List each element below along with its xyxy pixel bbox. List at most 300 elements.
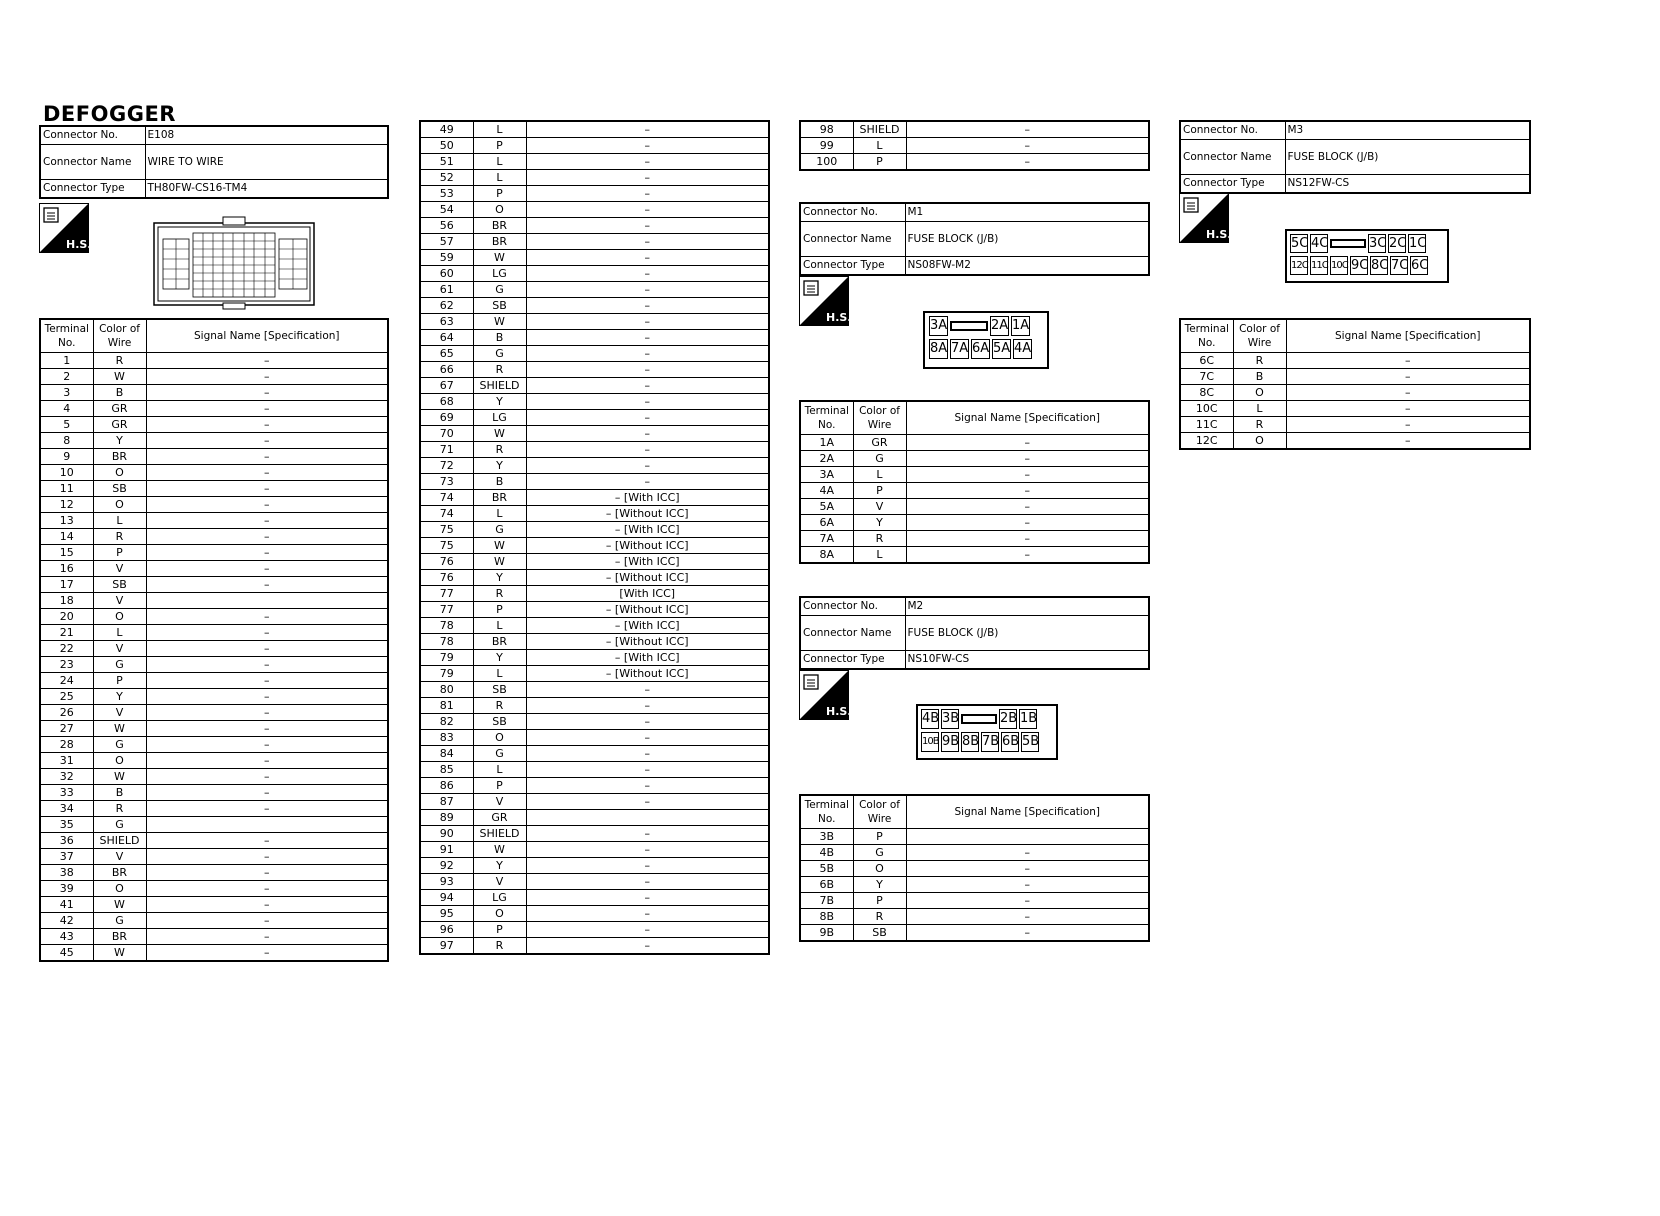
connector-info-m1 bbox=[799, 202, 1150, 276]
terminal-no-cell: 80 bbox=[420, 682, 473, 698]
wire-color-cell: GR bbox=[93, 417, 146, 433]
signal-name-cell: – bbox=[526, 442, 769, 458]
color-of-wire-header: Color of Wire bbox=[853, 795, 906, 829]
connector-face-m1 bbox=[923, 311, 1049, 369]
terminal-no-cell: 6B bbox=[800, 877, 853, 893]
table-row bbox=[420, 394, 769, 410]
connector-no-label: Connector No. bbox=[40, 126, 145, 145]
terminal-no-cell: 39 bbox=[40, 881, 93, 897]
wire-color-cell: Y bbox=[473, 458, 526, 474]
terminal-no-cell: 71 bbox=[420, 442, 473, 458]
wire-color-cell: O bbox=[93, 465, 146, 481]
table-row bbox=[40, 801, 388, 817]
table-row bbox=[420, 746, 769, 762]
wire-color-cell: R bbox=[93, 529, 146, 545]
table-row bbox=[420, 298, 769, 314]
signal-name-cell: – bbox=[526, 682, 769, 698]
signal-name-cell bbox=[906, 829, 1149, 845]
wire-color-cell: P bbox=[853, 154, 906, 171]
wire-color-cell: L bbox=[473, 170, 526, 186]
signal-name-cell: – bbox=[146, 929, 388, 945]
terminal-no-cell: 22 bbox=[40, 641, 93, 657]
terminal-no-cell: 75 bbox=[420, 522, 473, 538]
table-row bbox=[420, 314, 769, 330]
connector-pin: 5A bbox=[992, 339, 1011, 359]
wire-color-cell: W bbox=[93, 721, 146, 737]
signal-name-cell: – bbox=[146, 449, 388, 465]
table-row bbox=[40, 385, 388, 401]
signal-name-cell: – bbox=[526, 778, 769, 794]
terminal-no-cell: 16 bbox=[40, 561, 93, 577]
terminal-no-cell: 54 bbox=[420, 202, 473, 218]
table-row bbox=[420, 714, 769, 730]
table-row bbox=[420, 826, 769, 842]
signal-name-cell: – bbox=[146, 801, 388, 817]
table-row bbox=[420, 426, 769, 442]
wire-color-cell: Y bbox=[853, 877, 906, 893]
table-row bbox=[800, 829, 1149, 845]
signal-name-cell: – bbox=[526, 170, 769, 186]
table-row bbox=[40, 417, 388, 433]
table-row bbox=[1180, 433, 1530, 450]
table-row bbox=[800, 893, 1149, 909]
connector-pin: 9B bbox=[941, 732, 959, 752]
signal-name-cell: – bbox=[146, 625, 388, 641]
table-row bbox=[800, 925, 1149, 942]
table-row bbox=[800, 121, 1149, 138]
terminal-no-header: Terminal No. bbox=[800, 401, 853, 435]
connector-type-value: NS08FW-M2 bbox=[905, 257, 1149, 276]
wire-color-cell: B bbox=[93, 385, 146, 401]
connector-type-value: NS12FW-CS bbox=[1285, 175, 1530, 194]
table-row bbox=[40, 545, 388, 561]
table-row bbox=[420, 794, 769, 810]
terminal-no-cell: 97 bbox=[420, 938, 473, 955]
table-row bbox=[800, 138, 1149, 154]
wire-color-cell: SB bbox=[93, 481, 146, 497]
table-row bbox=[40, 577, 388, 593]
harness-side-icon bbox=[799, 670, 852, 720]
table-row bbox=[420, 490, 769, 506]
connector-pin: 11C bbox=[1310, 256, 1328, 275]
terminal-no-cell: 38 bbox=[40, 865, 93, 881]
table-row bbox=[420, 282, 769, 298]
wire-color-cell: W bbox=[93, 369, 146, 385]
terminal-no-cell: 24 bbox=[40, 673, 93, 689]
terminal-no-cell: 11 bbox=[40, 481, 93, 497]
table-row bbox=[420, 538, 769, 554]
signal-name-cell: – bbox=[526, 218, 769, 234]
wire-color-cell: BR bbox=[93, 929, 146, 945]
signal-name-cell: – bbox=[526, 394, 769, 410]
table-row bbox=[40, 481, 388, 497]
wire-color-cell: GR bbox=[473, 810, 526, 826]
terminal-no-cell: 81 bbox=[420, 698, 473, 714]
signal-name-cell: – bbox=[526, 298, 769, 314]
terminal-no-cell: 50 bbox=[420, 138, 473, 154]
table-row bbox=[420, 410, 769, 426]
table-row bbox=[800, 861, 1149, 877]
wire-color-cell: W bbox=[473, 314, 526, 330]
terminal-no-cell: 20 bbox=[40, 609, 93, 625]
hs-label: H.S. bbox=[66, 238, 92, 251]
connector-pin: 6C bbox=[1411, 258, 1429, 273]
table-row bbox=[420, 922, 769, 938]
table-row bbox=[40, 641, 388, 657]
wire-color-cell: Y bbox=[853, 515, 906, 531]
signal-name-cell: – bbox=[146, 481, 388, 497]
wire-color-cell: Y bbox=[473, 650, 526, 666]
table-row bbox=[420, 506, 769, 522]
signal-name-cell: – bbox=[1286, 369, 1530, 385]
table-row bbox=[40, 705, 388, 721]
signal-name-cell: – bbox=[146, 705, 388, 721]
terminal-no-cell: 12 bbox=[40, 497, 93, 513]
table-row bbox=[40, 865, 388, 881]
wire-color-cell: P bbox=[93, 545, 146, 561]
signal-name-cell: – bbox=[146, 529, 388, 545]
terminal-table-e108 bbox=[39, 318, 389, 962]
terminal-no-cell: 13 bbox=[40, 513, 93, 529]
table-row bbox=[40, 673, 388, 689]
wire-color-cell: LG bbox=[473, 890, 526, 906]
wire-color-cell: SHIELD bbox=[473, 826, 526, 842]
connector-no-label: Connector No. bbox=[800, 597, 905, 616]
signal-name-cell: – bbox=[146, 753, 388, 769]
wire-color-cell: SHIELD bbox=[853, 121, 906, 138]
table-row bbox=[420, 170, 769, 186]
wire-color-cell: SB bbox=[93, 577, 146, 593]
wire-color-cell: GR bbox=[853, 435, 906, 451]
connector-pin: 8A bbox=[929, 339, 948, 359]
connector-pin: 3A bbox=[929, 316, 948, 336]
terminal-table-m2 bbox=[799, 794, 1150, 942]
signal-name-cell: – bbox=[526, 874, 769, 890]
wire-color-cell: L bbox=[1233, 401, 1286, 417]
signal-name-cell: – bbox=[906, 877, 1149, 893]
connector-name-label: Connector Name bbox=[40, 145, 145, 180]
table-row bbox=[800, 451, 1149, 467]
terminal-no-cell: 25 bbox=[40, 689, 93, 705]
wire-color-cell: R bbox=[1233, 353, 1286, 369]
wire-color-cell: G bbox=[473, 746, 526, 762]
connector-lock bbox=[961, 714, 997, 724]
terminal-no-cell: 93 bbox=[420, 874, 473, 890]
terminal-no-cell: 8 bbox=[40, 433, 93, 449]
wire-color-cell: R bbox=[93, 801, 146, 817]
terminal-no-cell: 74 bbox=[420, 506, 473, 522]
wire-color-cell: Y bbox=[473, 858, 526, 874]
connector-face-m2 bbox=[916, 704, 1058, 760]
wire-color-cell: L bbox=[473, 762, 526, 778]
wire-color-cell: L bbox=[93, 513, 146, 529]
connector-info-m2 bbox=[799, 596, 1150, 670]
terminal-no-cell: 64 bbox=[420, 330, 473, 346]
connector-pin: 4B bbox=[921, 709, 939, 729]
wire-color-cell: L bbox=[473, 154, 526, 170]
terminal-no-cell: 9B bbox=[800, 925, 853, 942]
connector-no-value: M2 bbox=[905, 597, 1149, 616]
table-row bbox=[800, 845, 1149, 861]
wire-color-cell: B bbox=[473, 330, 526, 346]
signal-name-cell: – bbox=[906, 435, 1149, 451]
wire-color-cell: W bbox=[473, 554, 526, 570]
wire-color-cell: W bbox=[473, 538, 526, 554]
table-row bbox=[420, 442, 769, 458]
wire-color-cell: P bbox=[93, 673, 146, 689]
wire-color-cell: L bbox=[473, 121, 526, 138]
table-row bbox=[420, 346, 769, 362]
wire-color-cell: B bbox=[93, 785, 146, 801]
terminal-no-cell: 60 bbox=[420, 266, 473, 282]
signal-name-cell: – bbox=[526, 314, 769, 330]
terminal-no-cell: 49 bbox=[420, 121, 473, 138]
terminal-no-cell: 84 bbox=[420, 746, 473, 762]
signal-name-cell: – [With ICC] bbox=[526, 490, 769, 506]
wire-color-cell: B bbox=[473, 474, 526, 490]
wire-color-cell: O bbox=[473, 202, 526, 218]
connector-pin: 12C bbox=[1290, 256, 1308, 275]
terminal-no-cell: 65 bbox=[420, 346, 473, 362]
terminal-no-cell: 91 bbox=[420, 842, 473, 858]
signal-name-cell: – bbox=[906, 845, 1149, 861]
wire-color-cell: SHIELD bbox=[473, 378, 526, 394]
table-row bbox=[1180, 401, 1530, 417]
table-row bbox=[40, 465, 388, 481]
terminal-no-cell: 26 bbox=[40, 705, 93, 721]
connector-info-m3 bbox=[1179, 120, 1531, 194]
terminal-no-cell: 92 bbox=[420, 858, 473, 874]
terminal-no-cell: 4B bbox=[800, 845, 853, 861]
terminal-no-cell: 7B bbox=[800, 893, 853, 909]
signal-name-cell: – bbox=[526, 121, 769, 138]
table-row bbox=[800, 877, 1149, 893]
wire-color-cell: R bbox=[473, 586, 526, 602]
connector-pin: 4A bbox=[1013, 339, 1032, 359]
connector-pin: 1B bbox=[1019, 709, 1037, 729]
wire-color-cell: P bbox=[473, 778, 526, 794]
signal-name-cell: – bbox=[526, 794, 769, 810]
wire-color-cell: G bbox=[473, 522, 526, 538]
terminal-no-cell: 43 bbox=[40, 929, 93, 945]
wire-color-cell: GR bbox=[93, 401, 146, 417]
signal-name-cell: – bbox=[906, 861, 1149, 877]
signal-name-cell: – bbox=[1286, 385, 1530, 401]
signal-name-cell: – bbox=[526, 762, 769, 778]
connector-type-label: Connector Type bbox=[800, 257, 905, 276]
terminal-no-cell: 98 bbox=[800, 121, 853, 138]
table-row bbox=[40, 369, 388, 385]
wire-color-cell: L bbox=[853, 467, 906, 483]
wire-color-cell: V bbox=[93, 849, 146, 865]
table-row bbox=[40, 929, 388, 945]
terminal-no-cell: 8C bbox=[1180, 385, 1233, 401]
signal-name-cell: – bbox=[906, 451, 1149, 467]
table-row bbox=[420, 474, 769, 490]
wire-color-cell: W bbox=[473, 842, 526, 858]
signal-name-cell: – [With ICC] bbox=[526, 650, 769, 666]
wire-color-cell: L bbox=[93, 625, 146, 641]
terminal-no-cell: 62 bbox=[420, 298, 473, 314]
connector-pin: 4C bbox=[1311, 236, 1329, 251]
signal-name-cell: – [Without ICC] bbox=[526, 602, 769, 618]
table-row bbox=[420, 121, 769, 138]
terminal-no-cell: 4 bbox=[40, 401, 93, 417]
wire-color-cell: W bbox=[93, 945, 146, 962]
connector-type-value: TH80FW-CS16-TM4 bbox=[145, 180, 388, 199]
signal-name-cell: – bbox=[526, 922, 769, 938]
terminal-no-cell: 7A bbox=[800, 531, 853, 547]
table-row bbox=[800, 483, 1149, 499]
signal-name-cell: – bbox=[146, 785, 388, 801]
signal-name-cell: [With ICC] bbox=[526, 586, 769, 602]
wire-color-cell: R bbox=[853, 531, 906, 547]
signal-name-cell: – bbox=[146, 609, 388, 625]
wire-color-cell: LG bbox=[473, 266, 526, 282]
terminal-no-cell: 85 bbox=[420, 762, 473, 778]
signal-name-cell: – bbox=[526, 938, 769, 955]
terminal-table-e108-cont2 bbox=[799, 120, 1150, 171]
signal-name-cell: – bbox=[526, 234, 769, 250]
wire-color-cell: O bbox=[93, 753, 146, 769]
wire-color-cell: W bbox=[473, 426, 526, 442]
terminal-no-cell: 51 bbox=[420, 154, 473, 170]
table-row bbox=[420, 362, 769, 378]
signal-name-cell: – bbox=[146, 689, 388, 705]
signal-name-cell: – bbox=[146, 673, 388, 689]
table-row bbox=[800, 154, 1149, 171]
connector-pin: 8B bbox=[961, 732, 979, 752]
terminal-no-cell: 2 bbox=[40, 369, 93, 385]
signal-name-cell: – bbox=[526, 378, 769, 394]
terminal-no-cell: 1 bbox=[40, 353, 93, 369]
table-row bbox=[420, 650, 769, 666]
signal-name-cell: – bbox=[526, 698, 769, 714]
terminal-no-cell: 8B bbox=[800, 909, 853, 925]
signal-name-cell: – bbox=[146, 465, 388, 481]
connector-no-value: M1 bbox=[905, 203, 1149, 222]
terminal-no-cell: 82 bbox=[420, 714, 473, 730]
terminal-no-cell: 31 bbox=[40, 753, 93, 769]
terminal-no-cell: 95 bbox=[420, 906, 473, 922]
table-row bbox=[40, 689, 388, 705]
table-row bbox=[420, 266, 769, 282]
terminal-no-cell: 87 bbox=[420, 794, 473, 810]
table-row bbox=[800, 909, 1149, 925]
svg-text:H.S.: H.S. bbox=[826, 705, 852, 718]
signal-name-cell: – [With ICC] bbox=[526, 618, 769, 634]
table-row bbox=[420, 186, 769, 202]
signal-name-cell: – bbox=[146, 417, 388, 433]
terminal-no-cell: 2A bbox=[800, 451, 853, 467]
table-row bbox=[420, 330, 769, 346]
connector-pin: 1C bbox=[1409, 236, 1427, 251]
wire-color-cell: BR bbox=[93, 865, 146, 881]
terminal-no-cell: 14 bbox=[40, 529, 93, 545]
connector-type-value: NS10FW-CS bbox=[905, 651, 1149, 670]
wire-color-cell: G bbox=[853, 845, 906, 861]
signal-name-cell: – bbox=[906, 154, 1149, 171]
table-row bbox=[40, 737, 388, 753]
signal-name-cell: – bbox=[1286, 401, 1530, 417]
terminal-no-cell: 21 bbox=[40, 625, 93, 641]
color-of-wire-header: Color of Wire bbox=[1233, 319, 1286, 353]
terminal-no-cell: 77 bbox=[420, 602, 473, 618]
wire-color-cell: G bbox=[93, 657, 146, 673]
terminal-no-cell: 67 bbox=[420, 378, 473, 394]
table-row bbox=[40, 945, 388, 962]
signal-name-cell: – [Without ICC] bbox=[526, 538, 769, 554]
terminal-no-cell: 69 bbox=[420, 410, 473, 426]
signal-name-cell: – bbox=[526, 426, 769, 442]
terminal-no-cell: 86 bbox=[420, 778, 473, 794]
signal-name-cell: – bbox=[906, 515, 1149, 531]
signal-name-cell: – bbox=[526, 858, 769, 874]
connector-no-label: Connector No. bbox=[800, 203, 905, 222]
wire-color-cell: V bbox=[93, 641, 146, 657]
wire-color-cell: R bbox=[1233, 417, 1286, 433]
wire-color-cell: O bbox=[1233, 385, 1286, 401]
color-of-wire-header: Color of Wire bbox=[853, 401, 906, 435]
terminal-no-cell: 28 bbox=[40, 737, 93, 753]
signal-name-cell bbox=[526, 810, 769, 826]
terminal-table-m1 bbox=[799, 400, 1150, 564]
table-row bbox=[420, 618, 769, 634]
table-row bbox=[40, 593, 388, 609]
signal-name-cell: – [With ICC] bbox=[526, 522, 769, 538]
signal-name-cell: – bbox=[526, 906, 769, 922]
signal-name-cell: – bbox=[146, 769, 388, 785]
wire-color-cell: P bbox=[853, 893, 906, 909]
signal-name-cell: – bbox=[906, 467, 1149, 483]
signal-name-cell: – bbox=[526, 346, 769, 362]
table-row bbox=[40, 913, 388, 929]
connector-pin: 9C bbox=[1351, 258, 1369, 273]
terminal-no-cell: 56 bbox=[420, 218, 473, 234]
wire-color-cell: O bbox=[93, 609, 146, 625]
wire-color-cell: SHIELD bbox=[93, 833, 146, 849]
harness-side-icon bbox=[1179, 193, 1232, 243]
terminal-no-cell: 33 bbox=[40, 785, 93, 801]
signal-name-cell: – [Without ICC] bbox=[526, 506, 769, 522]
wire-color-cell: B bbox=[1233, 369, 1286, 385]
terminal-no-cell: 3A bbox=[800, 467, 853, 483]
wire-color-cell: W bbox=[93, 769, 146, 785]
terminal-no-cell: 36 bbox=[40, 833, 93, 849]
signal-name-cell: – bbox=[146, 641, 388, 657]
terminal-no-cell: 1A bbox=[800, 435, 853, 451]
wire-color-cell: L bbox=[853, 138, 906, 154]
table-row bbox=[800, 547, 1149, 564]
table-row bbox=[1180, 417, 1530, 433]
connector-name-label: Connector Name bbox=[800, 616, 905, 651]
signal-name-header: Signal Name [Specification] bbox=[146, 319, 388, 353]
signal-name-cell: – bbox=[526, 202, 769, 218]
terminal-no-cell: 59 bbox=[420, 250, 473, 266]
harness-side-icon bbox=[799, 276, 852, 326]
connector-diagram-e108 bbox=[153, 213, 318, 311]
terminal-no-cell: 7C bbox=[1180, 369, 1233, 385]
connector-pin: 5C bbox=[1291, 236, 1309, 251]
table-row bbox=[420, 890, 769, 906]
wire-color-cell: G bbox=[93, 913, 146, 929]
terminal-no-cell: 75 bbox=[420, 538, 473, 554]
wire-color-cell: BR bbox=[473, 234, 526, 250]
table-row bbox=[420, 570, 769, 586]
wire-color-cell: R bbox=[473, 362, 526, 378]
signal-name-cell: – bbox=[526, 186, 769, 202]
terminal-no-cell: 53 bbox=[420, 186, 473, 202]
